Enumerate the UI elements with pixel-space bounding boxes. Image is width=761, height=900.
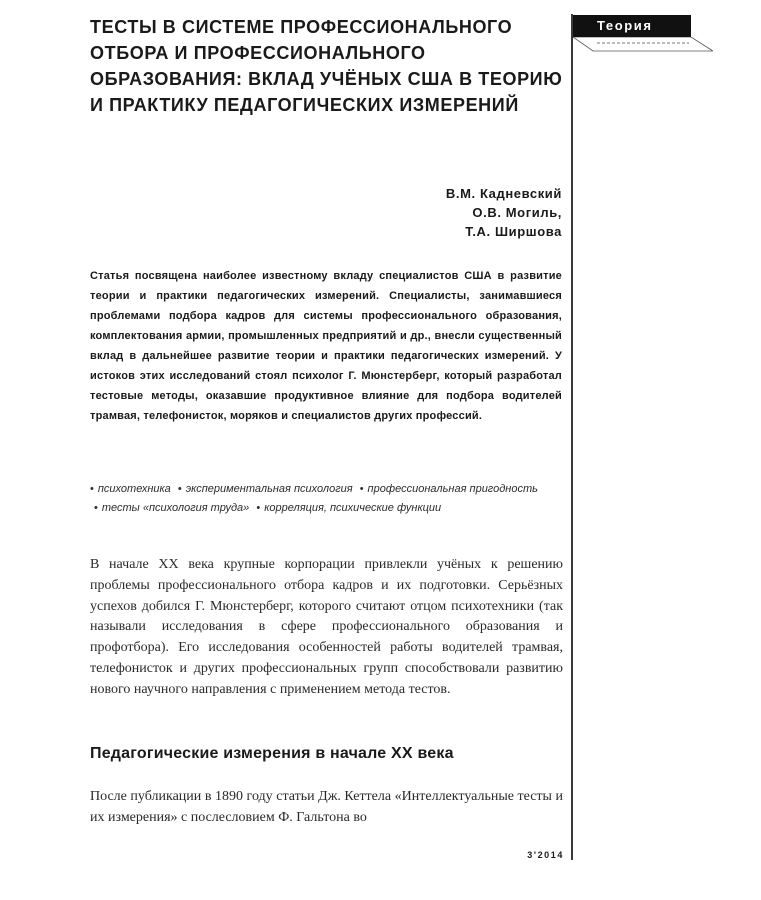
bullet-icon: •: [90, 483, 94, 495]
section-label-ornament: [573, 37, 713, 53]
bullet-icon: •: [177, 483, 182, 495]
keyword: профессиональная пригодность: [367, 483, 538, 495]
author-name: Т.А. Ширшова: [465, 224, 562, 239]
bullet-icon: •: [94, 502, 98, 514]
section-paragraph: После публикации в 1890 году статьи Дж. Кеттела «Интеллектуальные тесты и их измерения» с послесловием Ф. Гальтона во: [90, 789, 563, 825]
section-heading: Педагогические измерения в начале XX века: [90, 745, 454, 762]
column-rule: [571, 14, 573, 860]
bullet-icon: •: [359, 483, 364, 495]
keyword: экспериментальная психология: [185, 483, 353, 495]
abstract: Статья посвящена наиболее известному вкладу специалистов США в развитие теории и практики педагогических измерений. Специалисты, занимавшиеся проблемами подбора кадров для системы профессионального образования, комплектования армии, промышленных предприятий и др., внесли существенный вклад в дальнейшее развитие теории и практики педагогических измерений. У истоков этих исследований стоял психолог Г. Мюнстерберг, который разработал тестовые методы, оказавшие продуктивное влияние для подбора водителей трамвая, телефонисток, моряков и специалистов других профессий.: [90, 270, 562, 422]
author-list: [300, 184, 562, 241]
keyword: корреляция, психические функции: [264, 502, 442, 514]
author-name: О.В. Могиль,: [472, 205, 562, 220]
keyword: тесты «психология труда»: [101, 502, 250, 514]
article-title: ТЕСТЫ В СИСТЕМЕ ПРОФЕССИОНАЛЬНОГО ОТБОРА И ПРОФЕССИОНАЛЬНОГО ОБРАЗОВАНИЯ: ВКЛАД УЧЁНЫХ США В ТЕОРИЮ И ПРАКТИКУ ПЕДАГОГИЧЕСКИХ ИЗМЕРЕНИЙ: [90, 17, 563, 115]
intro-paragraph: В начале XX века крупные корпорации привлекли учёных к решению проблемы профессионального отбора кадров и их подготовки. Серьёзных успехов добился Г. Мюнстерберг, которого считают отцом психотехники (так называли исследования в сфере профессионального образования и профотбора). Его исследования особенностей работы водителей трамвая, телефонисток и других профессиональных групп способствовали развитию нового научного направления с применением метода тестов.: [90, 557, 563, 697]
section-label: Теория: [573, 15, 691, 37]
issue-number: 3'2014: [527, 850, 564, 860]
author-name: В.М. Кадневский: [445, 186, 562, 201]
bullet-icon: •: [256, 502, 261, 514]
keyword: психотехника: [97, 483, 171, 495]
keyword-list: [90, 480, 562, 518]
